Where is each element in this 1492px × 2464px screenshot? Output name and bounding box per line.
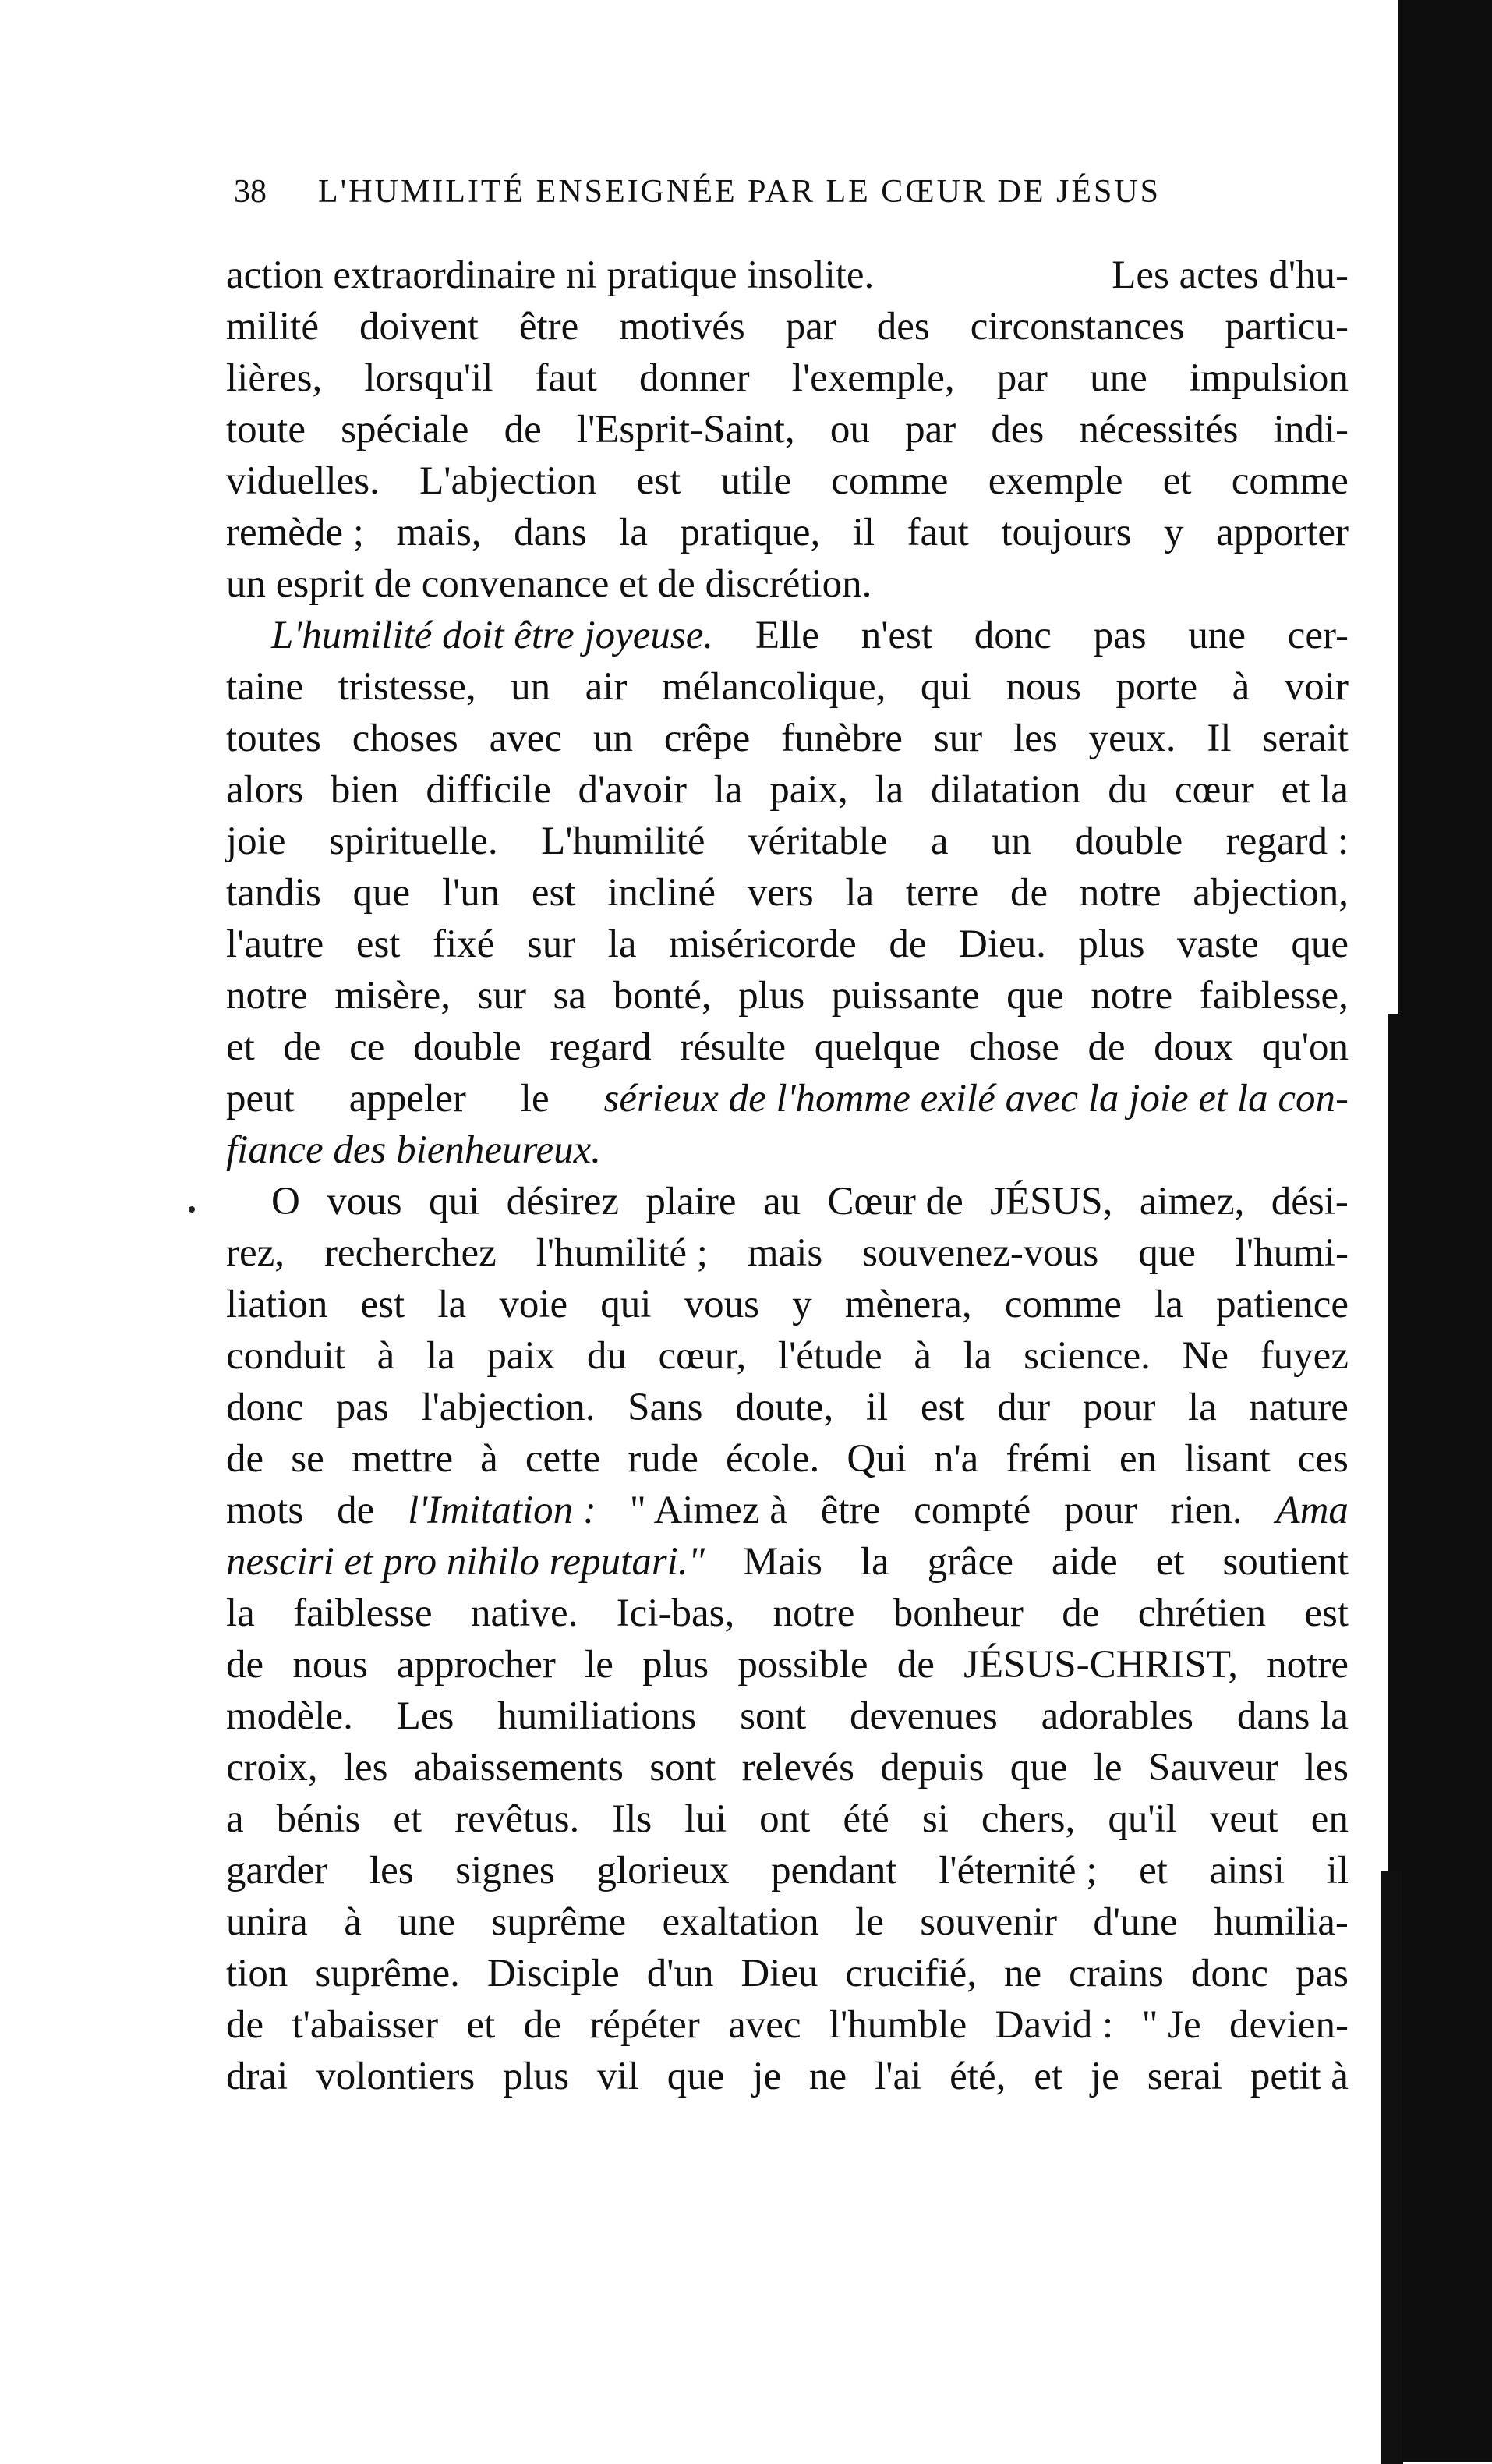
text-line: a bénis et revêtus. Ils lui ont été si chers, qu'il veut en bbox=[226, 1797, 1349, 1841]
text-line: unira à une suprême exaltation le souvenir d'une humilia- bbox=[226, 1900, 1349, 1944]
text-line: un esprit de convenance et de discrétion. bbox=[226, 562, 872, 606]
text-line: nesciri et pro nihilo reputari." Mais la grâce aide et soutient bbox=[226, 1540, 1349, 1584]
text-line: et de ce double regard résulte quelque chose de doux qu'on bbox=[226, 1025, 1349, 1069]
text-line: fiance des bienheureux. bbox=[226, 1128, 602, 1172]
margin-dot bbox=[189, 1206, 195, 1213]
text-line: modèle. Les humiliations sont devenues adorables dans la bbox=[226, 1694, 1349, 1738]
text-line: O vous qui désirez plaire au Cœur de JÉSUS, aimez, dési- bbox=[271, 1180, 1349, 1223]
text-line: alors bien difficile d'avoir la paix, la dilatation du cœur et la bbox=[226, 768, 1349, 812]
text-line: donc pas l'abjection. Sans doute, il est dur pour la nature bbox=[226, 1386, 1349, 1429]
text-line: drai volontiers plus vil que je ne l'ai été, et je serai petit à bbox=[226, 2055, 1349, 2098]
text-line: action extraordinaire ni pratique insolite. Les actes d'hu- bbox=[226, 253, 1349, 297]
text-line: liation est la voie qui vous y mènera, comme la patience bbox=[226, 1283, 1349, 1326]
text-line: taine tristesse, un air mélancolique, qui nous porte à voir bbox=[226, 665, 1349, 709]
text-line: conduit à la paix du cœur, l'étude à la science. Ne fuyez bbox=[226, 1334, 1349, 1378]
text-line: de se mettre à cette rude école. Qui n'a frémi en lisant ces bbox=[226, 1437, 1349, 1481]
text-line: l'autre est fixé sur la miséricorde de Dieu. plus vaste que bbox=[226, 922, 1349, 966]
running-header bbox=[234, 173, 1313, 211]
text-line: peut appeler le sérieux de l'homme exilé avec la joie et la con- bbox=[226, 1077, 1349, 1120]
scan-dark-edge bbox=[1398, 0, 1492, 2462]
text-line: croix, les abaissements sont relevés depuis que le Sauveur les bbox=[226, 1746, 1349, 1790]
text-line: remède ; mais, dans la pratique, il faut toujours y apporter bbox=[226, 511, 1349, 554]
running-title: L'HUMILITÉ ENSEIGNÉE PAR LE CŒUR DE JÉSUS bbox=[318, 174, 1161, 210]
text-line: viduelles. L'abjection est utile comme exemple et comme bbox=[226, 459, 1349, 503]
text-line: joie spirituelle. L'humilité véritable a un double regard : bbox=[226, 820, 1349, 863]
text-line: lières, lorsqu'il faut donner l'exemple, par une impulsion bbox=[226, 356, 1349, 400]
text-line: de t'abaisser et de répéter avec l'humble David : " Je devien- bbox=[226, 2003, 1349, 2047]
text-line: garder les signes glorieux pendant l'éternité ; et ainsi il bbox=[226, 1849, 1349, 1892]
text-line: milité doivent être motivés par des circonstances particu- bbox=[226, 305, 1349, 349]
text-line: toute spéciale de l'Esprit-Saint, ou par des nécessités indi- bbox=[226, 408, 1349, 451]
text-line: tandis que l'un est incliné vers la terre de notre abjection, bbox=[226, 871, 1349, 915]
text-line: mots de l'Imitation : " Aimez à être compté pour rien. Ama bbox=[226, 1489, 1349, 1532]
text-line: toutes choses avec un crêpe funèbre sur les yeux. Il serait bbox=[226, 717, 1349, 760]
text-line: de nous approcher le plus possible de JÉSUS-CHRIST, notre bbox=[226, 1643, 1349, 1687]
text-line: rez, recherchez l'humilité ; mais souvenez-vous que l'humi- bbox=[226, 1231, 1349, 1275]
text-line: la faiblesse native. Ici-bas, notre bonheur de chrétien est bbox=[226, 1591, 1349, 1635]
text-line: L'humilité doit être joyeuse. Elle n'est donc pas une cer- bbox=[271, 614, 1349, 657]
text-line: tion suprême. Disciple d'un Dieu crucifié, ne crains donc pas bbox=[226, 1952, 1349, 1995]
body-text bbox=[226, 250, 1349, 2102]
page-number: 38 bbox=[234, 174, 267, 210]
text-line: notre misère, sur sa bonté, plus puissante que notre faiblesse, bbox=[226, 974, 1349, 1018]
